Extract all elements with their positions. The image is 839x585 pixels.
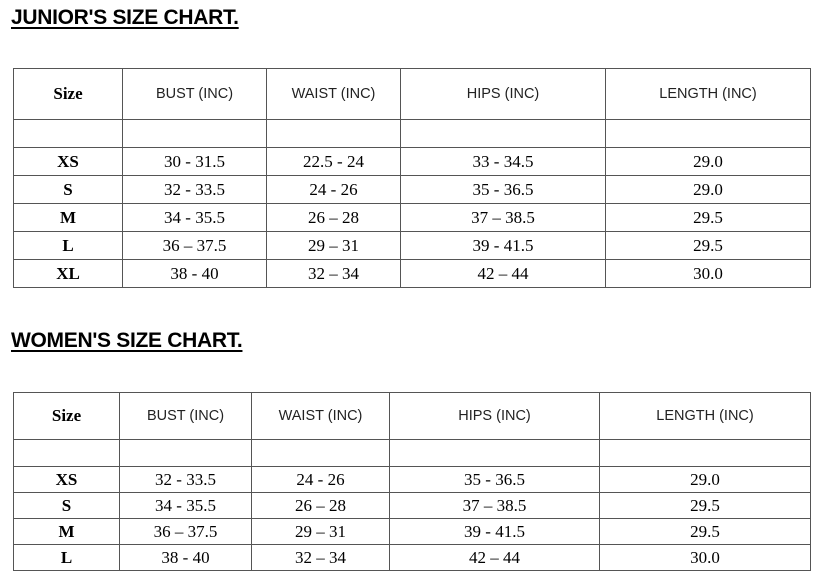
table-row xyxy=(14,204,811,232)
waist-cell: 32 – 34 xyxy=(252,545,390,571)
length-cell: 29.0 xyxy=(606,176,811,204)
hips-cell: 42 – 44 xyxy=(390,545,600,571)
waist-cell: 32 – 34 xyxy=(267,260,401,288)
empty-cell xyxy=(14,440,120,467)
length-cell: 29.5 xyxy=(606,232,811,260)
empty-cell xyxy=(600,440,811,467)
table-row xyxy=(14,519,811,545)
junior-size-table xyxy=(13,68,811,288)
empty-cell xyxy=(120,440,252,467)
bust-cell: 36 – 37.5 xyxy=(120,519,252,545)
women-size-chart-title: WOMEN'S SIZE CHART. xyxy=(11,329,243,352)
empty-cell xyxy=(401,120,606,148)
size-cell: L xyxy=(14,232,123,260)
waist-cell: 26 – 28 xyxy=(267,204,401,232)
length-column-header: LENGTH (INC) xyxy=(600,393,811,440)
bust-cell: 34 - 35.5 xyxy=(120,493,252,519)
bust-cell: 30 - 31.5 xyxy=(123,148,267,176)
waist-cell: 24 - 26 xyxy=(252,467,390,493)
length-cell: 29.5 xyxy=(606,204,811,232)
size-column-header: Size xyxy=(14,69,123,120)
empty-cell xyxy=(390,440,600,467)
length-cell: 29.5 xyxy=(600,493,811,519)
bust-column-header: BUST (INC) xyxy=(120,393,252,440)
length-cell: 30.0 xyxy=(606,260,811,288)
bust-cell: 32 - 33.5 xyxy=(123,176,267,204)
hips-cell: 37 – 38.5 xyxy=(390,493,600,519)
table-row xyxy=(14,232,811,260)
size-cell: M xyxy=(14,519,120,545)
hips-cell: 35 - 36.5 xyxy=(390,467,600,493)
length-cell: 29.0 xyxy=(600,467,811,493)
waist-cell: 26 – 28 xyxy=(252,493,390,519)
empty-cell xyxy=(606,120,811,148)
size-cell: L xyxy=(14,545,120,571)
table-spacer-row xyxy=(14,120,811,148)
hips-cell: 33 - 34.5 xyxy=(401,148,606,176)
size-cell: XL xyxy=(14,260,123,288)
waist-cell: 29 – 31 xyxy=(252,519,390,545)
waist-cell: 24 - 26 xyxy=(267,176,401,204)
bust-column-header: BUST (INC) xyxy=(123,69,267,120)
table-row xyxy=(14,260,811,288)
table-header-row xyxy=(14,69,811,120)
size-cell: XS xyxy=(14,467,120,493)
size-cell: XS xyxy=(14,148,123,176)
bust-cell: 38 - 40 xyxy=(120,545,252,571)
women-size-table xyxy=(13,392,811,571)
empty-cell xyxy=(267,120,401,148)
hips-cell: 37 – 38.5 xyxy=(401,204,606,232)
length-cell: 29.0 xyxy=(606,148,811,176)
table-row xyxy=(14,148,811,176)
bust-cell: 36 – 37.5 xyxy=(123,232,267,260)
size-cell: S xyxy=(14,176,123,204)
table-row xyxy=(14,545,811,571)
length-cell: 30.0 xyxy=(600,545,811,571)
waist-column-header: WAIST (INC) xyxy=(267,69,401,120)
table-header-row xyxy=(14,393,811,440)
bust-cell: 34 - 35.5 xyxy=(123,204,267,232)
table-row xyxy=(14,493,811,519)
waist-cell: 22.5 - 24 xyxy=(267,148,401,176)
table-row xyxy=(14,467,811,493)
hips-column-header: HIPS (INC) xyxy=(390,393,600,440)
empty-cell xyxy=(14,120,123,148)
hips-cell: 39 - 41.5 xyxy=(401,232,606,260)
table-row xyxy=(14,176,811,204)
empty-cell xyxy=(123,120,267,148)
table-spacer-row xyxy=(14,440,811,467)
hips-cell: 39 - 41.5 xyxy=(390,519,600,545)
hips-column-header: HIPS (INC) xyxy=(401,69,606,120)
size-cell: S xyxy=(14,493,120,519)
length-column-header: LENGTH (INC) xyxy=(606,69,811,120)
size-column-header: Size xyxy=(14,393,120,440)
waist-cell: 29 – 31 xyxy=(267,232,401,260)
size-cell: M xyxy=(14,204,123,232)
bust-cell: 32 - 33.5 xyxy=(120,467,252,493)
length-cell: 29.5 xyxy=(600,519,811,545)
empty-cell xyxy=(252,440,390,467)
hips-cell: 35 - 36.5 xyxy=(401,176,606,204)
junior-size-chart-title: JUNIOR'S SIZE CHART. xyxy=(11,6,239,29)
hips-cell: 42 – 44 xyxy=(401,260,606,288)
bust-cell: 38 - 40 xyxy=(123,260,267,288)
waist-column-header: WAIST (INC) xyxy=(252,393,390,440)
